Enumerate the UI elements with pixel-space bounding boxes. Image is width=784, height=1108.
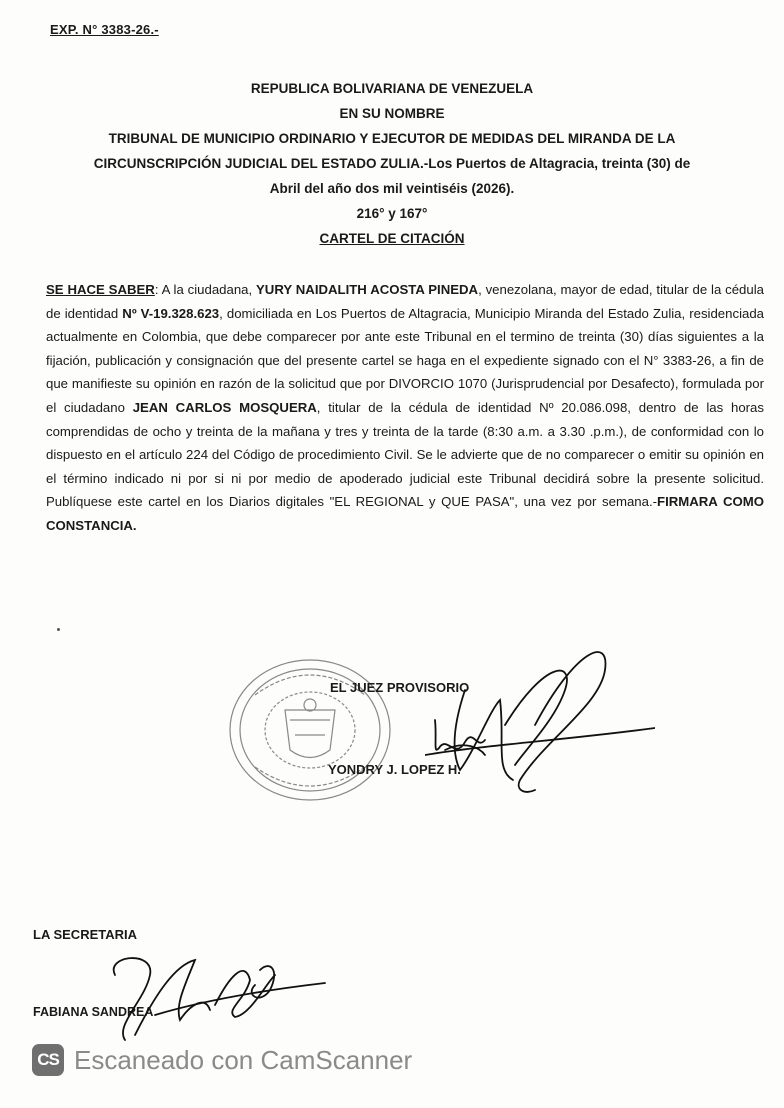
republic-heading: REPUBLICA BOLIVARIANA DE VENEZUELA [250,81,534,96]
closing-statement: FIRMARA COMO CONSTANCIA. [46,494,764,533]
judge-signature [425,630,655,805]
court-seal-stamp [225,655,395,805]
applicant-name: JEAN CARLOS MOSQUERA [132,399,317,415]
expediente-number: EXP. N° 3383-26.- [50,22,159,37]
camscanner-watermark [32,1044,412,1076]
date-line: Abril del año dos mil veintiséis (2026). [269,181,515,196]
speck [57,628,60,631]
circunscripcion-line [40,151,744,176]
cited-person-id: Nº V-19.328.623 [122,305,220,321]
tribunal-name: TRIBUNAL DE MUNICIPIO ORDINARIO Y EJECUTOR DE MEDIDAS DEL MIRANDA DE LA [108,131,676,146]
body-text [46,278,764,538]
cartel-title: CARTEL DE CITACIÓN [319,231,465,246]
body-segment: , titular de la cédula de identidad Nº 20.086.098, dentro de las horas comprendidas de ocho y treinta de la mañana y tres y treinta de la tarde (8:30 a.m. a 3.30 .p.m.), de conformidad con lo dispuesto en el artículo 224 del Código de procedimiento Civil. Se le advierte que de no comparecer o emitir su opinión en el término indicado ni por si ni por medio de apoderado judicial este Tribunal decidirá sobre la presente solicitud. Publíquese este cartel en los Diarios digitales "EL REGIONAL y QUE PASA", una vez por semana.- [46,399,764,510]
body-segment: : A la ciudadana, [154,282,257,297]
en-su-nombre: EN SU NOMBRE [339,106,445,121]
judge-title: EL JUEZ PROVISORIO [330,680,470,695]
secretary-name: FABIANA SANDREA [33,1005,154,1019]
camscanner-text: Escaneado con CamScanner [74,1044,413,1075]
se-hace-saber: SE HACE SABER [46,282,155,297]
circunscripcion: CIRCUNSCRIPCIÓN JUDICIAL DEL ESTADO ZULIA.- [93,156,429,171]
document-header [40,76,744,251]
body-segment: , domiciliada en Los Puertos de Altagracia, Municipio Miranda del Estado Zulia, residenciada actualmente en Colombia, que debe comparecer por ante este Tribunal en el termino de treinta (30) días siguientes a la fijación, publicación y consignación que del presente cartel se haga en el expediente signado con el N° 3383-26, a fin de que manifieste su opinión en razón de la solicitud que por DIVORCIO 1070 (Jurisprudencial por Desafecto), formulada por el ciudadano [46,305,764,415]
secretary-signature [95,945,330,1045]
camscanner-logo-icon: CS [32,1044,64,1076]
place-date: Los Puertos de Altagracia, treinta (30) de [428,156,691,171]
body-segment: , venezolana, mayor de edad, titular de la cédula de identidad [46,282,764,321]
secretary-title: LA SECRETARIA [33,927,137,942]
judge-name: YONDRY J. LOPEZ H. [328,762,461,777]
years-line: 216° y 167° [356,206,428,221]
cited-person-name: YURY NAIDALITH ACOSTA PINEDA [256,282,479,297]
